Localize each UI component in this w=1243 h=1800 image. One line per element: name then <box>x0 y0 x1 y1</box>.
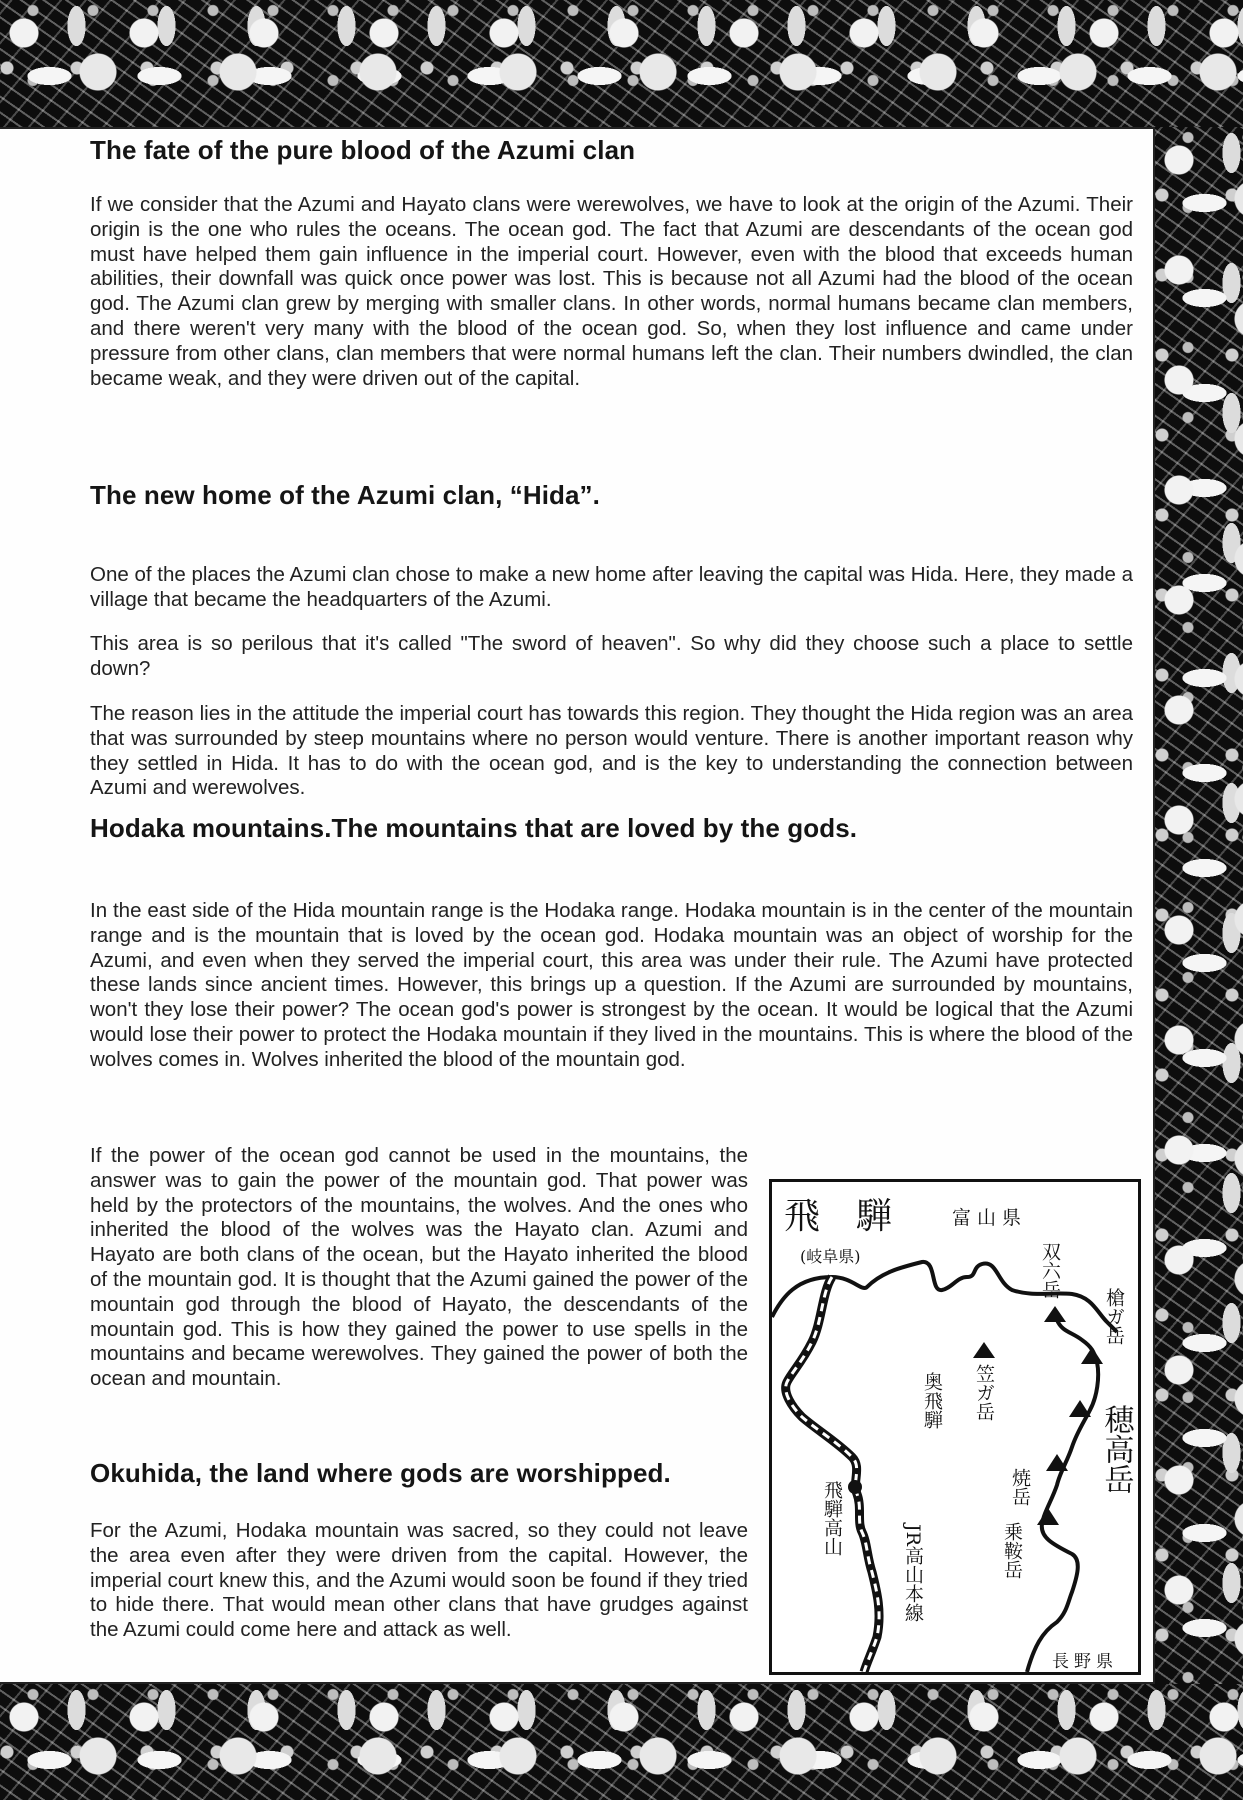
map-label-yake: 焼岳 <box>1009 1468 1031 1506</box>
page-content <box>0 127 1155 1684</box>
paragraph-fate: If we consider that the Azumi and Hayato clans were werewolves, we have to look at the origin of the Azumi. Their origin is the one who rules the oceans. The ocean god. The fact that Azumi are descendants of the ocean god must have helped them gain influence in the imperial court. However, even with the blood that exceeds human abilities, their downfall was quick once power was lost. This is because not all Azumi had the blood of the ocean god. The Azumi clan grew by merging with smaller clans. In other words, normal humans became clan members, and there weren't very many with the blood of the ocean god. So, when they lost influence and came under pressure from other clans, clan members that were normal humans left the clan. Their numbers dwindled, the clan became weak, and they were driven out of the capital. <box>90 193 1133 390</box>
section-heading-okuhida: Okuhida, the land where gods are worshipped. <box>90 1458 671 1488</box>
map-label-jr-line: JR高山本線 <box>902 1524 924 1622</box>
map-label-okuhida: 奥飛騨 <box>921 1372 943 1429</box>
map-label-sugoroku: 双六岳 <box>1039 1242 1061 1299</box>
paragraph-okuhida: For the Azumi, Hodaka mountain was sacred, so they could not leave the area even after they were driven from the capital. However, the imperial court knew this, and the Azumi would soon be found if they tried to hide there. That would mean other clans that have grudges against the Azumi could come here and attack as well. <box>90 1519 748 1642</box>
section-heading-new-home: The new home of the Azumi clan, “Hida”. <box>90 480 600 510</box>
paragraph-new-home-2: This area is so perilous that it's called "The sword of heaven". So why did they choose such a place to settle down? <box>90 632 1133 680</box>
lace-border-top <box>0 0 1243 127</box>
section-heading-fate: The fate of the pure blood of the Azumi clan <box>90 135 636 165</box>
lace-border-right <box>1155 127 1243 1684</box>
lace-border-bottom <box>0 1684 1243 1800</box>
map-subtitle-gifu: (岐阜県) <box>800 1247 861 1266</box>
map-label-hodaka: 穂高岳 <box>1098 1404 1134 1494</box>
paragraph-hodaka-2: If the power of the ocean god cannot be used in the mountains, the answer was to gain the power of the mountain god. That power was held by the protectors of the mountains, the wolves. And the ones who inherited the blood of the wolves was the Hayato clan. Azumi and Hayato are both clans of the ocean, but the Hayato inherited the blood of the mountain god. It is thought that the Azumi gained the power of the mountain god through the blood of Hayato, the descendants of the mountain god. This is how they gained the power to use spells in the mountains and became werewolves. They gained the power of both the ocean and mountain. <box>90 1144 748 1391</box>
map-label-takayama: 飛騨高山 <box>821 1480 843 1556</box>
map-label-kasa: 笠ガ岳 <box>973 1364 995 1421</box>
map-label-nagano: 長野県 <box>1052 1652 1118 1672</box>
map-drawing <box>772 1182 1138 1672</box>
section-heading-hodaka: Hodaka mountains.The mountains that are loved by the gods. <box>90 813 858 843</box>
paragraph-hodaka-1: In the east side of the Hida mountain range is the Hodaka range. Hodaka mountain is in the center of the mountain range and is the mountain that is loved by the ocean god. Hodaka mountain was an object of worship for the Azumi, and even when they served the imperial court, this area was under their rule. The Azumi have protected these lands since ancient times. However, this brings up a question. If the Azumi are surrounded by mountains, won't they lose their power? The ocean god's power is strongest by the ocean. It would be logical that the Azumi would lose their power to protect the Hodaka mountain if they lived in the mountains. This is where the blood of the wolves comes in. Wolves inherited the blood of the mountain god. <box>90 899 1133 1071</box>
map-label-toyama: 富山県 <box>952 1207 1028 1229</box>
map-label-norikura: 乗鞍岳 <box>1001 1522 1023 1579</box>
paragraph-new-home-1: One of the places the Azumi clan chose to make a new home after leaving the capital was Hida. Here, they made a village that became the headquarters of the Azumi. <box>90 563 1133 611</box>
map-title: 飛 騨 <box>784 1196 893 1237</box>
hida-map <box>769 1179 1141 1675</box>
map-label-yari: 槍ガ岳 <box>1103 1288 1125 1345</box>
paragraph-new-home-3: The reason lies in the attitude the imperial court has towards this region. They thought the Hida region was an area that was surrounded by steep mountains where no person would venture. There is another important reason why they settled in Hida. It has to do with the ocean god, and is the key to understanding the connection between Azumi and werewolves. <box>90 702 1133 800</box>
